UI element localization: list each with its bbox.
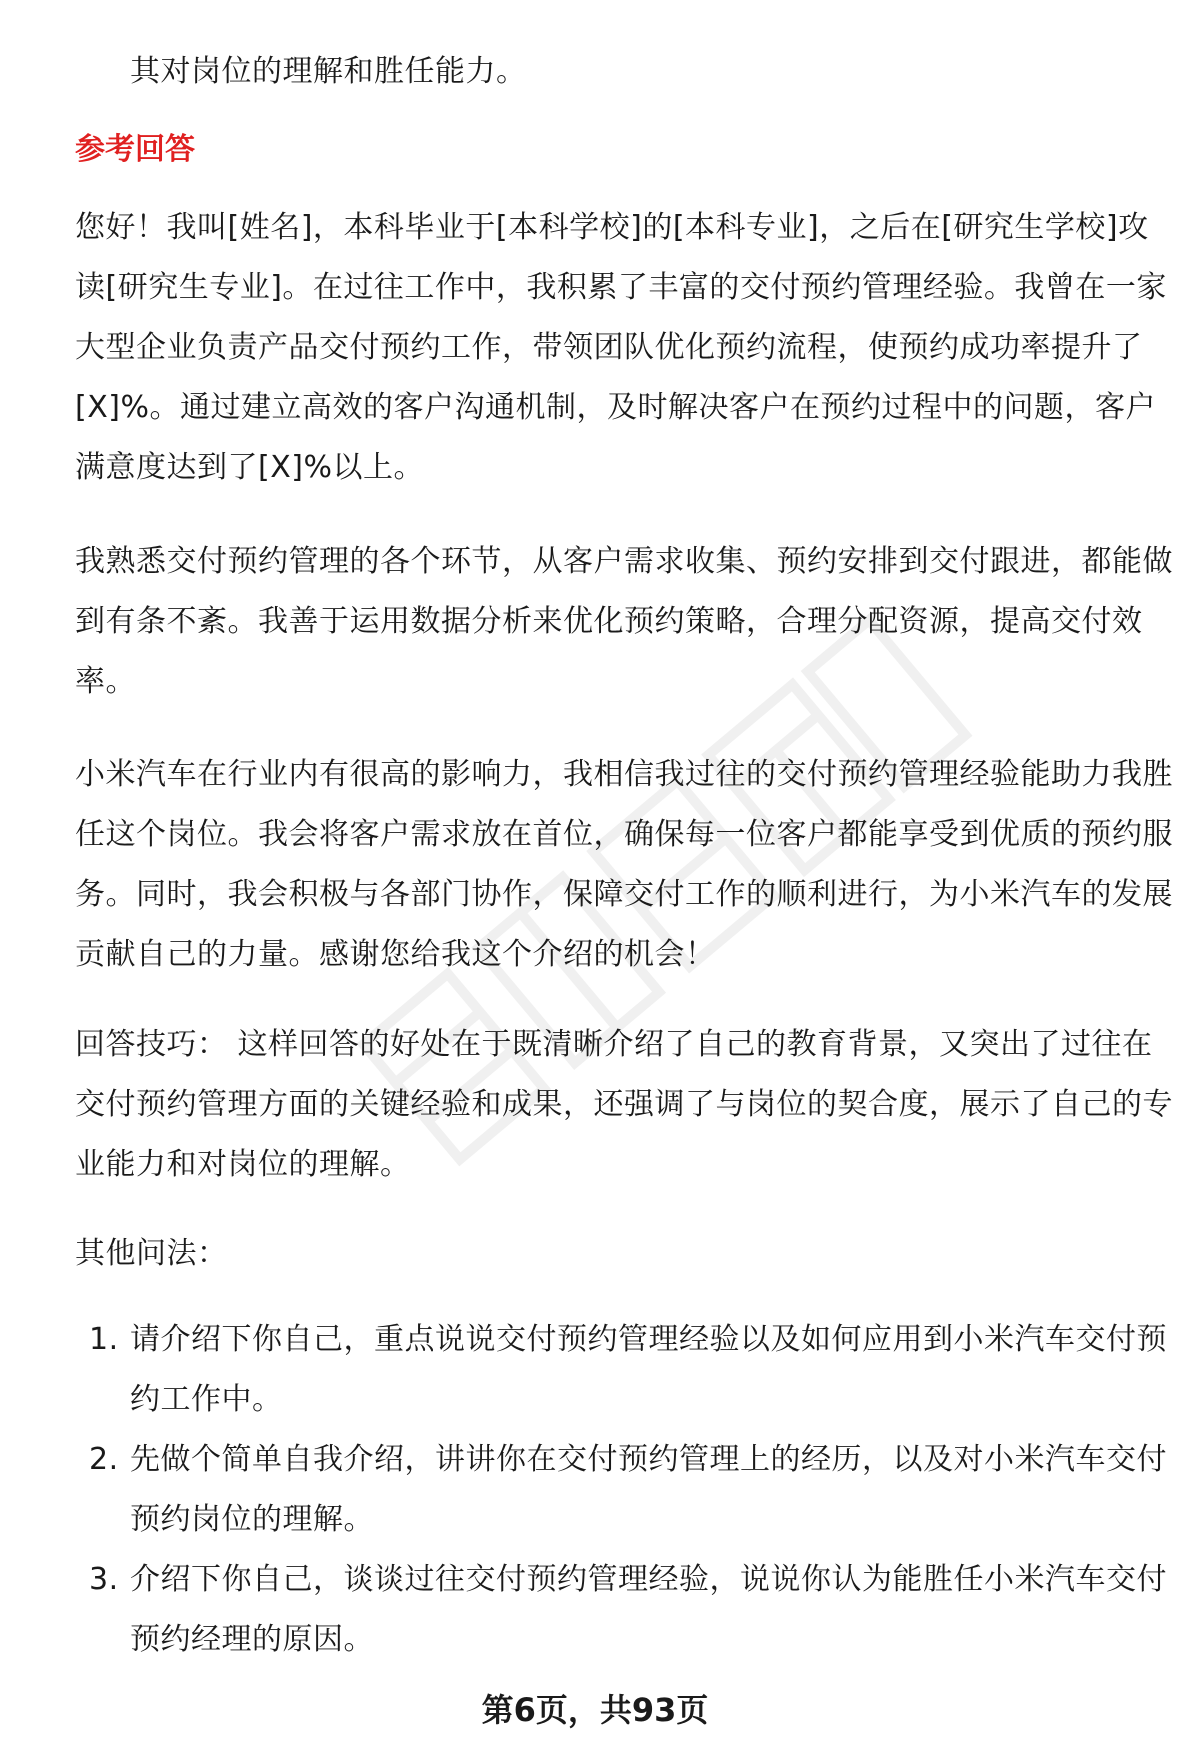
paragraph-other-questions-heading: 其他问法： xyxy=(75,1236,228,1271)
list-item-text: 请介绍下你自己，重点说说交付预约管理经验以及如何应用到小米汽车交付预约工作中。 xyxy=(130,1322,1167,1417)
paragraph-intro: 您好！我叫[姓名]，本科毕业于[本科学校]的[本科专业]，之后在[研究生学校]攻读[研究生专业]。在过往工作中，我积累了丰富的交付预约管理经验。我曾在一家大型企业负责产品交付预约工作，带领团队优化预约流程，使预约成功率提升了[X]%。通过建立高效的客户沟通机制，及时解决客户在预约过程中的问题，客户满意度达到了[X]%以上。 xyxy=(75,210,1167,485)
other-questions-list xyxy=(75,1310,1175,1670)
paragraph-answer-tips: 回答技巧： 这样回答的好处在于既清晰介绍了自己的教育背景，又突出了过往在交付预约管理方面的关键经验和成果，还强调了与岗位的契合度，展示了自己的专业能力和对岗位的理解。 xyxy=(75,1027,1173,1182)
list-item-number: 1. xyxy=(89,1322,119,1357)
list-item-number: 2. xyxy=(89,1442,119,1477)
section-title: 参考回答 xyxy=(75,132,195,167)
list-item xyxy=(75,1430,1175,1550)
list-item-number: 3. xyxy=(89,1562,119,1597)
list-item-text: 介绍下你自己，谈谈过往交付预约管理经验，说说你认为能胜任小米汽车交付预约经理的原因。 xyxy=(130,1562,1167,1657)
list-item xyxy=(75,1550,1175,1670)
continuation-line: 其对岗位的理解和胜任能力。 xyxy=(130,54,527,89)
paragraph-skills: 我熟悉交付预约管理的各个环节，从客户需求收集、预约安排到交付跟进，都能做到有条不紊。我善于运用数据分析来优化预约策略，合理分配资源，提高交付效率。 xyxy=(75,544,1173,699)
list-item xyxy=(75,1310,1175,1430)
paragraph-motivation: 小米汽车在行业内有很高的影响力，我相信我过往的交付预约管理经验能助力我胜任这个岗位。我会将客户需求放在首位，确保每一位客户都能享受到优质的预约服务。同时，我会积极与各部门协作，保障交付工作的顺利进行，为小米汽车的发展贡献自己的力量。感谢您给我这个介绍的机会！ xyxy=(75,757,1173,972)
list-item-text: 先做个简单自我介绍，讲讲你在交付预约管理上的经历，以及对小米汽车交付预约岗位的理解。 xyxy=(130,1442,1167,1537)
page-footer: 第6页，共93页 xyxy=(481,1691,709,1729)
